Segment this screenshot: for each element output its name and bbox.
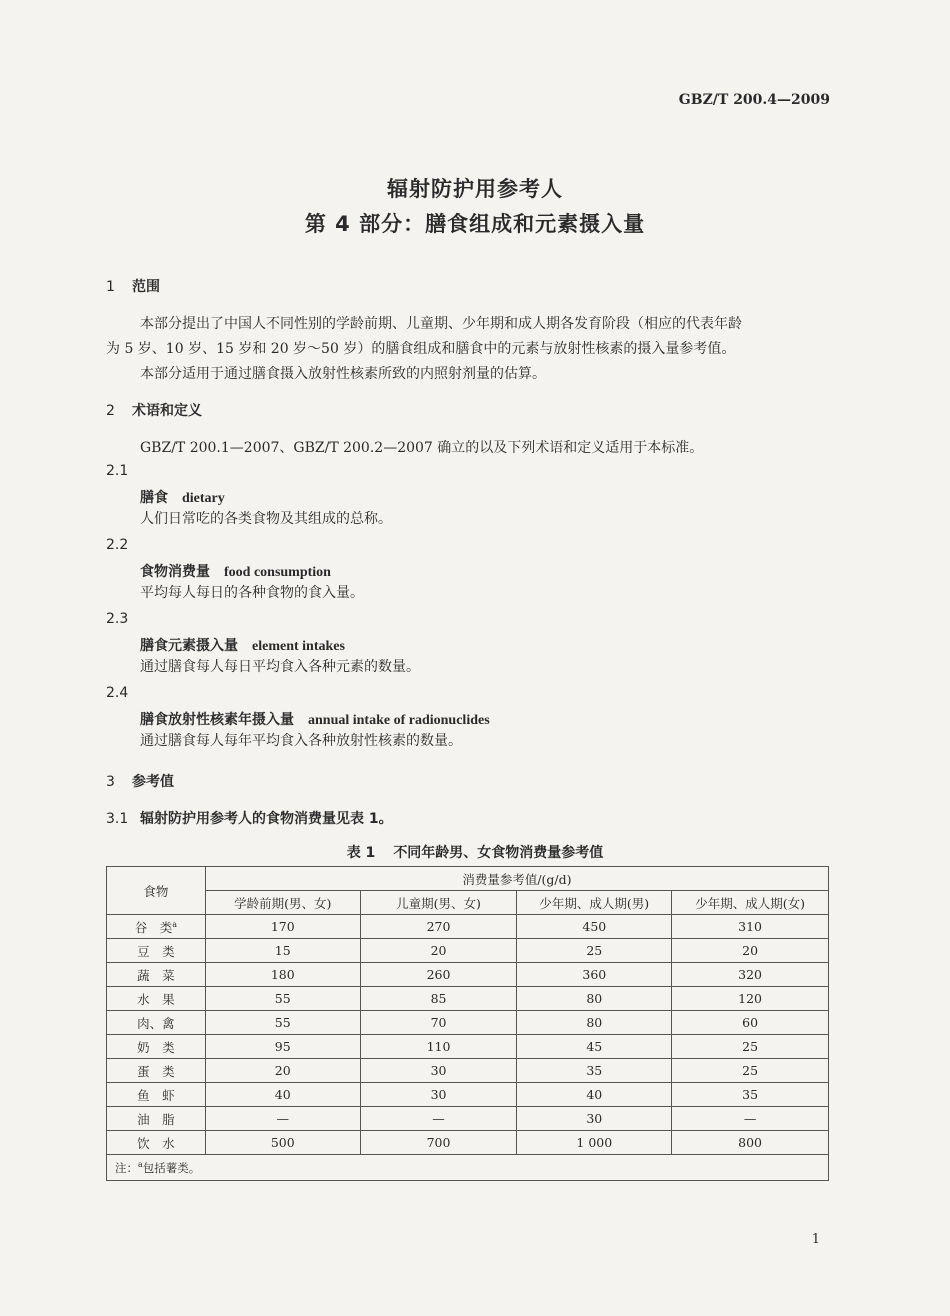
term-definition: 通过膳食每人每年平均食入各种放射性核素的数量。 — [140, 733, 462, 749]
document-subtitle: 第 4 部分：膳食组成和元素摄入量 — [304, 212, 646, 236]
column-header: 儿童期(男、女) — [360, 891, 517, 915]
term-definition: 通过膳食每人每日平均食入各种元素的数量。 — [140, 659, 420, 675]
value-cell: 20 — [672, 939, 829, 963]
table-title: 不同年龄男、女食物消费量参考值 — [393, 845, 604, 861]
term-number: 2.4 — [106, 685, 129, 701]
column-header: 少年期、成人期(男) — [517, 891, 672, 915]
subsection-3-1 — [106, 808, 393, 828]
value-cell: 30 — [360, 1083, 517, 1107]
food-consumption-table — [106, 866, 829, 1181]
value-cell: 85 — [360, 987, 517, 1011]
food-name: 蛋 类 — [137, 1063, 175, 1079]
note-superscript: a — [138, 1159, 143, 1169]
table-row — [107, 915, 829, 939]
value-cell: 40 — [517, 1083, 672, 1107]
food-cell — [107, 1131, 206, 1155]
value-cell: 15 — [205, 939, 360, 963]
value-cell: 800 — [672, 1131, 829, 1155]
value-cell: 45 — [517, 1035, 672, 1059]
section-title: 术语和定义 — [132, 403, 202, 419]
value-cell: 80 — [517, 1011, 672, 1035]
food-name: 谷 类 — [134, 919, 173, 935]
section-number: 3 — [106, 774, 115, 790]
value-cell: 35 — [672, 1083, 829, 1107]
value-cell: 20 — [205, 1059, 360, 1083]
paragraph-scope-line2: 为 5 岁、10 岁、15 岁和 20 岁～50 岁）的膳食组成和膳食中的元素与放射性核素的摄入量参考值。 — [106, 341, 736, 357]
food-name: 肉、禽 — [137, 1015, 175, 1031]
term-heading — [140, 487, 225, 507]
food-name: 饮 水 — [137, 1135, 175, 1151]
table-row — [107, 987, 829, 1011]
value-cell: 20 — [360, 939, 517, 963]
food-cell — [107, 963, 206, 987]
term-zh: 食物消费量 — [140, 564, 210, 580]
subsection-text: 辐射防护用参考人的食物消费量见表 1。 — [140, 811, 393, 827]
term-en: food consumption — [224, 565, 331, 580]
food-name: 油 脂 — [137, 1111, 175, 1127]
section-number: 1 — [106, 279, 115, 295]
value-cell: 180 — [205, 963, 360, 987]
value-cell: 60 — [672, 1011, 829, 1035]
term-heading — [140, 635, 345, 655]
standard-code: GBZ/T 200.4—2009 — [678, 92, 830, 108]
footnote-marker: a — [172, 919, 178, 929]
value-cell: 95 — [205, 1035, 360, 1059]
value-cell: — — [672, 1107, 829, 1131]
table-row — [107, 1035, 829, 1059]
value-cell: 55 — [205, 1011, 360, 1035]
page-number: 1 — [811, 1232, 820, 1247]
table-row — [107, 1107, 829, 1131]
food-cell — [107, 1035, 206, 1059]
section-title: 范围 — [132, 279, 160, 295]
value-cell: 70 — [360, 1011, 517, 1035]
value-cell: 450 — [517, 915, 672, 939]
terms-intro: GBZ/T 200.1—2007、GBZ/T 200.2—2007 确立的以及下列术语和定义适用于本标准。 — [140, 440, 704, 456]
column-header: 少年期、成人期(女) — [672, 891, 829, 915]
value-cell: 25 — [672, 1059, 829, 1083]
food-cell — [107, 1059, 206, 1083]
food-column-header: 食物 — [107, 867, 206, 915]
value-cell: — — [205, 1107, 360, 1131]
value-cell: 80 — [517, 987, 672, 1011]
food-cell — [107, 915, 206, 939]
table-caption — [0, 842, 950, 862]
term-zh: 膳食 — [140, 490, 168, 506]
value-cell: 120 — [672, 987, 829, 1011]
table-row — [107, 1131, 829, 1155]
section-1-heading — [106, 276, 160, 296]
value-cell: 500 — [205, 1131, 360, 1155]
term-en: annual intake of radionuclides — [308, 713, 490, 728]
term-heading — [140, 709, 490, 729]
value-cell: 170 — [205, 915, 360, 939]
table-number: 表 1 — [346, 845, 376, 861]
term-definition: 平均每人每日的各种食物的食入量。 — [140, 585, 364, 601]
section-number: 2 — [106, 403, 115, 419]
food-cell — [107, 1083, 206, 1107]
food-name: 蔬 菜 — [137, 967, 175, 983]
term-en: element intakes — [252, 639, 345, 654]
value-cell: 270 — [360, 915, 517, 939]
note-prefix: 注： — [115, 1160, 138, 1175]
term-definition: 人们日常吃的各类食物及其组成的总称。 — [140, 511, 392, 527]
value-cell: 260 — [360, 963, 517, 987]
food-cell — [107, 1107, 206, 1131]
term-zh: 膳食元素摄入量 — [140, 638, 238, 654]
value-cell: 360 — [517, 963, 672, 987]
value-cell: 35 — [517, 1059, 672, 1083]
document-title: 辐射防护用参考人 — [387, 177, 563, 201]
term-number: 2.1 — [106, 463, 129, 479]
value-cell: 310 — [672, 915, 829, 939]
food-cell — [107, 987, 206, 1011]
food-cell — [107, 1011, 206, 1035]
value-cell: 30 — [360, 1059, 517, 1083]
value-cell: 25 — [517, 939, 672, 963]
note-text: 包括薯类。 — [142, 1160, 201, 1175]
value-cell: — — [360, 1107, 517, 1131]
section-3-heading — [106, 771, 174, 791]
value-cell: 25 — [672, 1035, 829, 1059]
table-row — [107, 1059, 829, 1083]
value-cell: 320 — [672, 963, 829, 987]
food-name: 奶 类 — [137, 1039, 175, 1055]
term-heading — [140, 561, 331, 581]
subsection-number: 3.1 — [106, 811, 129, 827]
section-title: 参考值 — [132, 774, 174, 790]
table-row — [107, 1011, 829, 1035]
food-cell — [107, 939, 206, 963]
value-cell: 110 — [360, 1035, 517, 1059]
table-row — [107, 939, 829, 963]
term-en: dietary — [182, 491, 225, 506]
table-row — [107, 1083, 829, 1107]
table-note — [107, 1155, 829, 1181]
section-2-heading — [106, 400, 202, 420]
value-cell: 1 000 — [517, 1131, 672, 1155]
paragraph-scope-line1: 本部分提出了中国人不同性别的学龄前期、儿童期、少年期和成人期各发育阶段（相应的代表年龄 — [140, 316, 742, 332]
value-cell: 40 — [205, 1083, 360, 1107]
value-cell: 55 — [205, 987, 360, 1011]
food-name: 水 果 — [137, 991, 175, 1007]
food-name: 豆 类 — [137, 943, 175, 959]
food-name: 鱼 虾 — [137, 1087, 175, 1103]
value-cell: 700 — [360, 1131, 517, 1155]
table-row — [107, 963, 829, 987]
column-header: 学龄前期(男、女) — [205, 891, 360, 915]
value-cell: 30 — [517, 1107, 672, 1131]
term-zh: 膳食放射性核素年摄入量 — [140, 712, 294, 728]
term-number: 2.2 — [106, 537, 129, 553]
term-number: 2.3 — [106, 611, 129, 627]
consumption-group-header: 消费量参考值/(g/d) — [205, 867, 828, 891]
paragraph-scope-applicability: 本部分适用于通过膳食摄入放射性核素所致的内照射剂量的估算。 — [140, 366, 546, 382]
